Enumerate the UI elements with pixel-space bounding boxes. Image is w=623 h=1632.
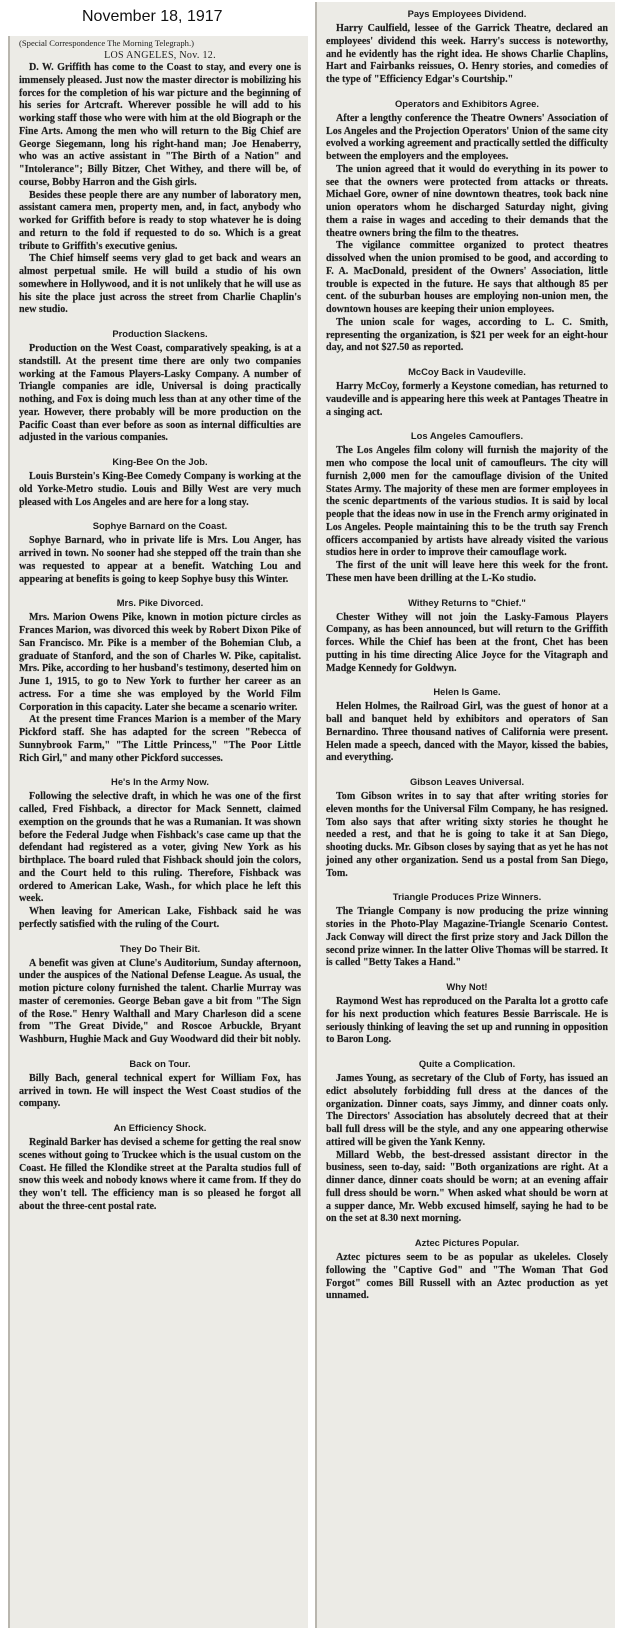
article-headline: Helen Is Game. xyxy=(433,686,501,698)
article-paragraph: Tom Gibson writes in to say that after writing stories for eleven months for the Universal Film Company, he has resigned. Tom also says that after writing sixty stories he thought he needed a rest, and that he is going to take it at San Diego, shooting ducks. Mr. Gibson closes by saying that as yet he has not joined any other organization. Send us a postal from San Diego, Tom. xyxy=(326,791,608,879)
article-mrs-pike xyxy=(19,597,301,765)
article-their-bit xyxy=(19,943,301,1047)
article-production-slackens xyxy=(19,328,301,445)
article-headline: McCoy Back in Vaudeville. xyxy=(408,366,526,377)
article-headline: Back on Tour. xyxy=(129,1057,191,1069)
article-paragraph: Aztec pictures seem to be as popular as ukeleles. Closely following the "Captive God" and "The Woman That God Forgot" comes Bill Russell with an Aztec production as yet unnamed. xyxy=(326,1252,608,1302)
article-paragraph: When leaving for American Lake, Fishback said he was perfectly satisfied with the ruling of the Court. xyxy=(19,906,301,930)
article-headline: An Efficiency Shock. xyxy=(113,1122,207,1133)
article-sophye-barnard xyxy=(19,520,301,586)
article-paragraph: Billy Bach, general technical expert for William Fox, has arrived in town. He will inspect the West Coast studios of the company. xyxy=(19,1072,301,1110)
article-paragraph: Chester Withey will not join the Lasky-Famous Players Company, as has been announced, but will return to the Griffith forces. While the Chief has been at the front, Chet has been putting in his time directing Alice Joyce for the Vitagraph and Madge Kennedy for Goldwyn. xyxy=(326,611,608,674)
article-triangle xyxy=(326,891,608,970)
right-column xyxy=(315,2,615,1628)
article-headline: King-Bee On the Job. xyxy=(112,456,208,467)
article-paragraph: Harry Caulfield, lessee of the Garrick Theatre, declared an employees' dividend this week. Harry's success is noteworthy, and he evidently has the right idea. He shows Charlie Chaplins, Hart and Fairbanks reissues, O. Henry stories, and comedies of the type of "Efficiency Edgar's Courtship." xyxy=(326,23,608,85)
article-paragraph: After a lengthy conference the Theatre Owners' Association of Los Angeles and the Projection Operators' Union of the same city evolved a working agreement and practically settled the difficulty between the employers and the employees. xyxy=(326,112,608,162)
article-headline: He's In the Army Now. xyxy=(111,776,209,788)
article-paragraph: Reginald Barker has devised a scheme for getting the real snow scenes without going to Truckee which is the usual custom on the Coast. He filled the Klondike street at the Paralta studios full of snow this week and nobody knows where it came from. If they do they won't tell. The efficiency man is so pleased he forgot all about the three-cent postal rate. xyxy=(19,1137,301,1212)
article-paragraph: The Los Angeles film colony will furnish the majority of the men who compose the local unit of camoufleurs. The city will furnish 2,000 men for the camouflage division of the United States Army. The majority of these men are former employees in the scenic departments of the various studios. It is said by local people that the ideas now in use in the French army originated in Los Angeles. People maintaining this to be the truth say French officers accompanied by artists have already visited the various studios here in order to improve their camouflage work. xyxy=(326,445,608,559)
article-paragraph: A benefit was given at Clune's Auditorium, Sunday afternoon, under the auspices of the National Defense League. As usual, the motion picture colony furnished the talent. Charlie Murray was master of ceremonies. George Beban gave a bit from "The Sign of the Rose." Henry Walthall and Mary Charleson did a scene from "The Great Divide," and Roscoe Arbuckle, Bryant Washburn, Hughie Mack and Guy Woodward did their bit nobly. xyxy=(19,957,301,1045)
article-paragraph: The Chief himself seems very glad to get back and wears an almost perpetual smile. He will build a studio of his own somewhere in Hollywood, and it is not unlikely that he will use as his site the place just across the street from Charlie Chaplin's new studio. xyxy=(19,253,301,316)
article-gibson xyxy=(326,776,608,880)
article-army xyxy=(19,776,301,931)
article-aztec xyxy=(326,1237,608,1303)
article-paragraph: Helen Holmes, the Railroad Girl, was the guest of honor at a ball and banquet held by exhibitors and operators of San Bernardino. Three thousand natives of California were present. Helen made a speech, danced with the Mayor, kissed the babies, and everything. xyxy=(326,701,608,764)
article-paragraph: Millard Webb, the best-dressed assistant director in the business, seen to-day, said: "Both organizations are right. At a dinner dance, dinner coats should be worn; at an evening affair full dress should be worn." When asked what should be worn at a supper dance, Mr. Webb excused himself, saying he had to be on the set at 8.30 next morning. xyxy=(326,1149,608,1225)
article-withey xyxy=(326,597,608,676)
article-headline: They Do Their Bit. xyxy=(119,942,201,954)
article-headline: Sophye Barnard on the Coast. xyxy=(92,520,228,532)
article-headline: Los Angeles Camouflers. xyxy=(410,430,524,442)
article-headline: Withey Returns to "Chief." xyxy=(408,596,526,608)
article-paragraph: The first of the unit will leave here this week for the front. These men have been drilling at the L-Ko studio. xyxy=(326,560,608,584)
dateline: LOS ANGELES, Nov. 12. xyxy=(104,50,216,61)
article-paragraph: James Young, as secretary of the Club of Forty, has issued an edict absolutely forbidding full dress at the dances of the organization. Dinner coats, says Jimmy, and dinner coats only. The Directors' Association has absolutely decreed that at their ball full dress will be the style, and any one appearing otherwise attired will be given the Yank Kenny. xyxy=(326,1073,608,1148)
article-headline: Operators and Exhibitors Agree. xyxy=(395,97,539,109)
article-paragraph: Mrs. Marion Owens Pike, known in motion picture circles as Frances Marion, was divorced this week by Robert Dixon Pike of San Francisco. Mr. Pike is a member of the Bohemian Club, a graduate of Stanford, and the son of Charles W. Pike, capitalist. Mrs. Pike, according to her husband's testimony, deserted him on June 1, 1915, to go to New York to further her career as an actress. For a time she was employed by the World Film Corporation in this capacity. Later she became a scenario writer. xyxy=(19,612,301,713)
article-headline: Triangle Produces Prize Winners. xyxy=(392,891,542,903)
article-mccoy xyxy=(326,366,608,419)
article-camouflers xyxy=(326,430,608,585)
article-paragraph: D. W. Griffith has come to the Coast to stay, and every one is immensely pleased. Just now the master director is mobilizing his forces for the completion of his war picture and the beginning of his series for Artcraft. Wherever possible he will add to his working staff those who were with him at the old Biograph or the Fine Arts. Among the men who will return to the Big Chief are George Siegemann, long his right-hand man; Joe Henaberry, who was an active assistant in "The Birth of a Nation" and "Intolerance"; Billy Bitzer, Chet Withey, and there will be, of course, Bobby Harron and the Gish girls. xyxy=(19,62,301,188)
article-headline: Quite a Complication. xyxy=(418,1058,516,1069)
article-paragraph: At the present time Frances Marion is a member of the Mary Pickford staff. She has adapted for the screen "Rebecca of Sunnybrook Farm," "The Little Princess," "The Poor Little Rich Girl," and many other Pickford successes. xyxy=(19,714,301,764)
article-helen-game xyxy=(326,686,608,765)
article-why-not xyxy=(326,981,608,1047)
article-back-on-tour xyxy=(19,1058,301,1111)
article-paragraph: The union agreed that it would do everything in its power to see that the owners were protected from attacks or threats. Michael Gore, owner of nine downtown theatres, took back nine union operators whom he discharged Saturday night, giving them a raise in wages and acceding to their demands that the theatre owners bring the film to the theatres. xyxy=(326,163,608,239)
article-paragraph: The Triangle Company is now producing the prize winning stories in the Photo-Play Magazine-Triangle Scenario Contest. Jack Conway will direct the first prize story and Jack Dillon the second prize winner. In the latter Olive Thomas will be starred. It is called "Betty Takes a Hand." xyxy=(326,906,608,969)
article-headline: Production Slackens. xyxy=(112,328,208,339)
left-column xyxy=(8,36,308,1628)
article-paragraph: The vigilance committee organized to protect theatres dissolved when the union promised to be good, and according to F. A. MacDonald, president of the Owners' Association, little trouble is expected in the future. He says that although 85 per cent. of the suburban houses are employing non-union men, the downtown houses are keeping their union employees. xyxy=(326,240,608,315)
article-headline: Why Not! xyxy=(446,981,488,992)
article-paragraph: Louis Burstein's King-Bee Comedy Company is working at the old Yorke-Metro studio. Louis and Billy West are very much pleased with Los Angeles and are here for a long stay. xyxy=(19,471,301,508)
article-headline: Aztec Pictures Popular. xyxy=(414,1237,520,1248)
article-paragraph: Following the selective draft, in which he was one of the first called, Fred Fishback, a director for Mack Sennett, claimed exemption on the grounds that he was a Rumanian. It was shown before the Federal Judge when Fishback's case came up that the defendant had registered as a voter, giving New York as his birthplace. The board ruled that Fishback should join the colors, and the Court held to this ruling. Therefore, Fishback was ordered to American Lake, Wash., for which place he left this week. xyxy=(19,791,301,905)
article-paragraph: Raymond West has reproduced on the Paralta lot a grotto cafe for his next production which features Bessie Barriscale. He is seriously thinking of leaving the set up and running in opposition to Baron Long. xyxy=(326,996,608,1046)
article-headline: Mrs. Pike Divorced. xyxy=(116,597,204,609)
article-operators-agree xyxy=(326,98,608,355)
article-dividend xyxy=(326,8,608,87)
article-headline: Gibson Leaves Universal. xyxy=(409,776,525,787)
article-king-bee xyxy=(19,456,301,509)
article-paragraph: Besides these people there are any number of laboratory men, assistant camera men, property men, and, in fact, anybody who worked for Griffith before is ready to stop whatever he is doing and return to the fold if requested to do so. Which is a great tribute to Griffith's executive genius. xyxy=(19,189,301,252)
article-efficiency-shock xyxy=(19,1122,301,1214)
article-paragraph: Sophye Barnard, who in private life is Mrs. Lou Anger, has arrived in town. No sooner had she stepped off the train than she was requested to appear at a benefit. Watching Lou and appearing at benefits is going to keep Sophye busy this Winter. xyxy=(19,535,301,585)
article-griffith xyxy=(19,62,301,317)
correspondence-credit: (Special Correspondence The Morning Telegraph.) xyxy=(19,38,194,48)
article-complication xyxy=(326,1058,608,1226)
article-headline: Pays Employees Dividend. xyxy=(407,8,527,19)
article-paragraph: The union scale for wages, according to L. C. Smith, representing the organization, is $21 per week for an eight-hour day, and not $27.50 as reported. xyxy=(326,316,608,354)
page-date: November 18, 1917 xyxy=(82,8,223,25)
article-paragraph: Production on the West Coast, comparatively speaking, is at a standstill. At the present time there are only two companies working at the Famous Players-Lasky Company. A number of Triangle companies are idle, Universal is doing practically nothing, and Fox is doing much less than at any other time of the year. However, there probably will be more production on the Pacific Coast than ever before as soon as internal difficulties are adjusted in the various companies. xyxy=(19,343,301,444)
article-paragraph: Harry McCoy, formerly a Keystone comedian, has returned to vaudeville and is appearing here this week at Pantages Theatre in a singing act. xyxy=(326,381,608,418)
